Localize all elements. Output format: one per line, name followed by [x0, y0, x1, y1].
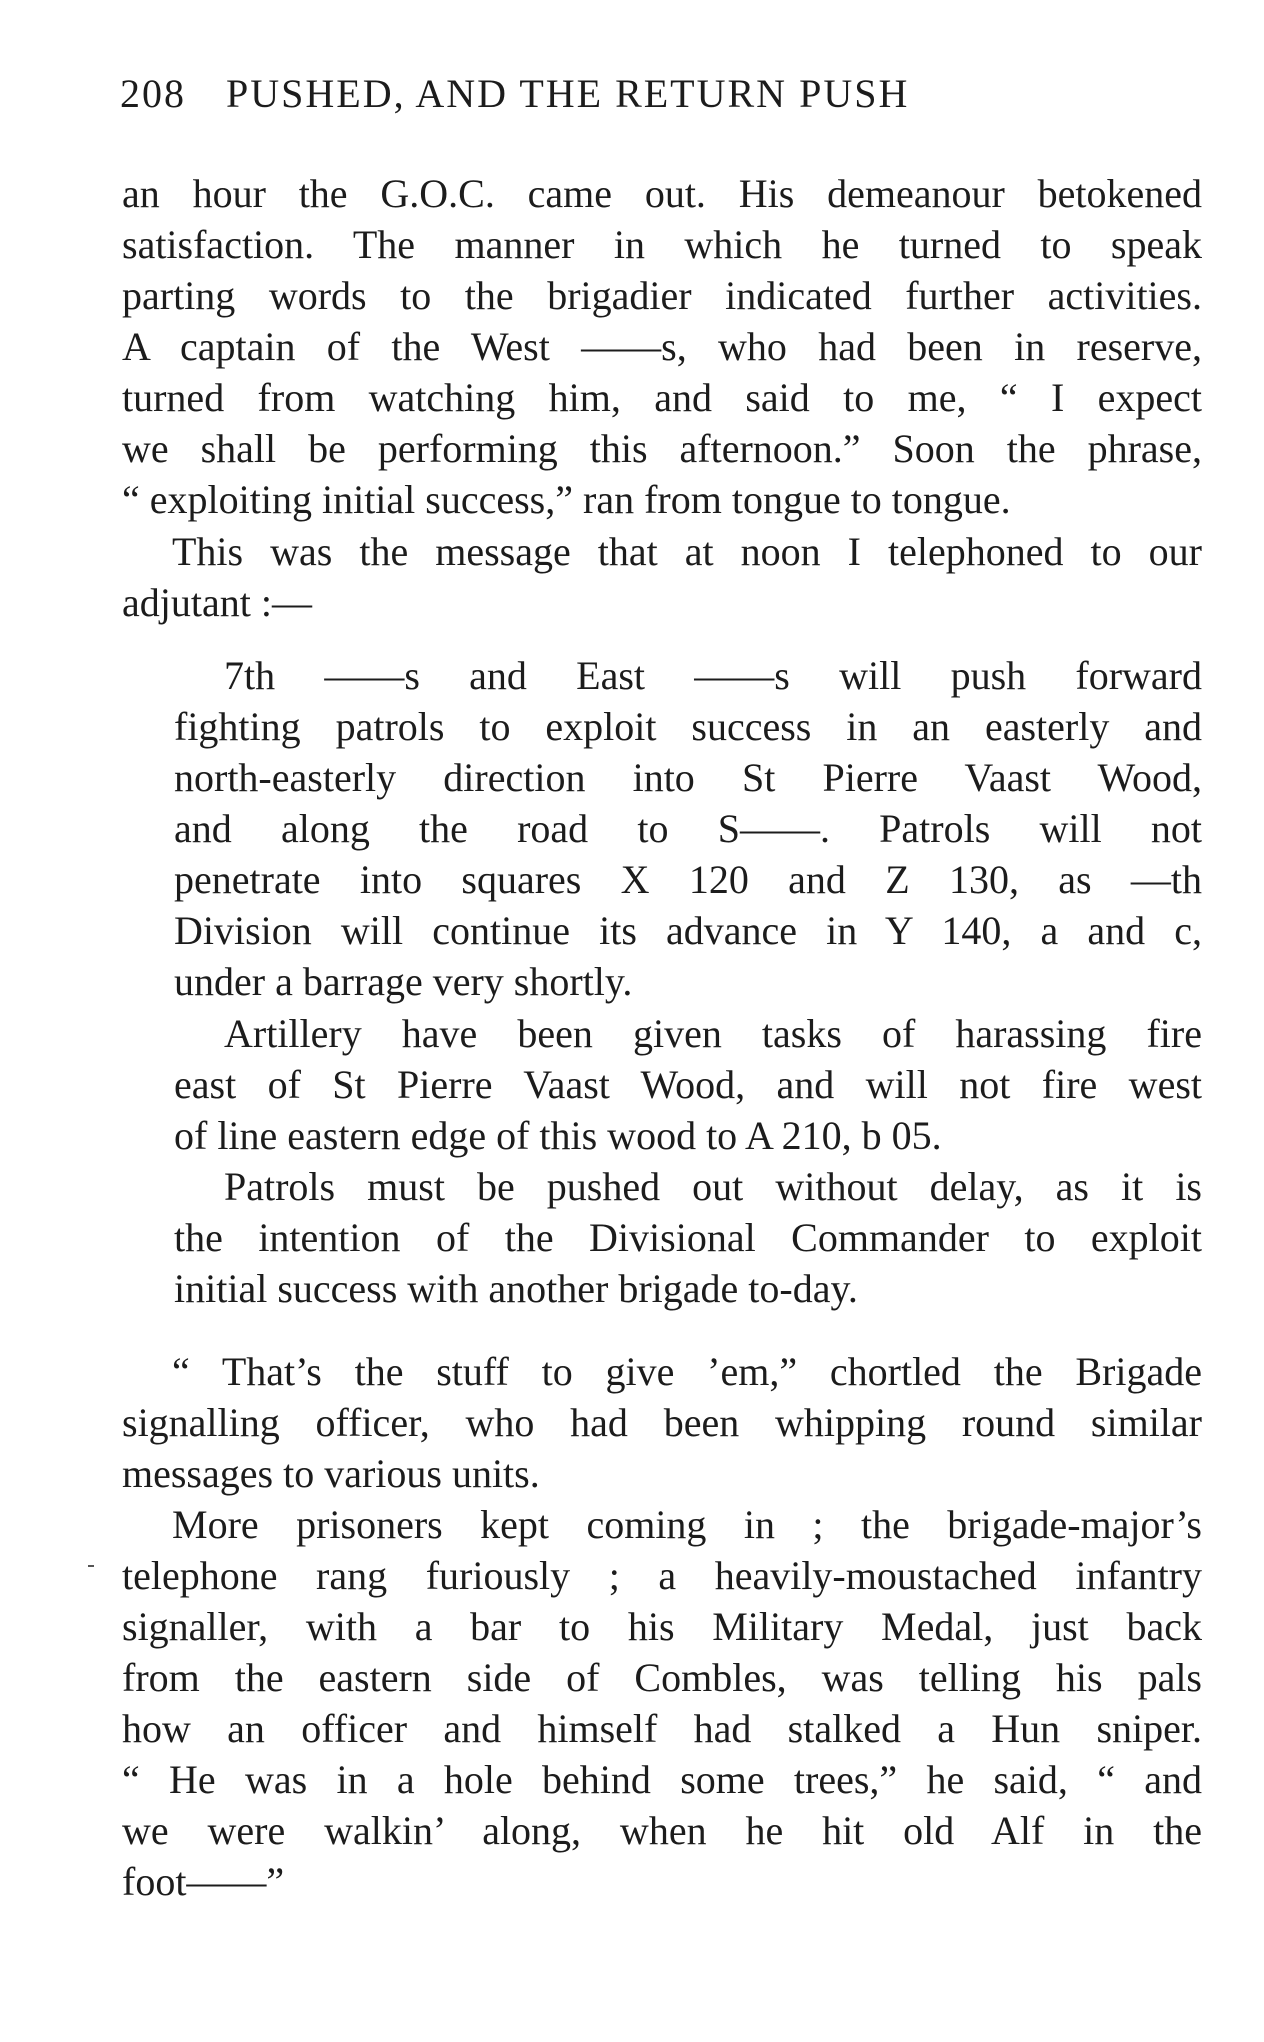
- margin-mark: [88, 1565, 94, 1567]
- running-header: [120, 70, 1120, 120]
- text-line: initial success with another brigade to-day.: [174, 1266, 858, 1311]
- text-line: fighting patrols to exploit success in an easterly and: [174, 704, 1202, 749]
- quoted-message-paragraph: [174, 1008, 1202, 1161]
- text-line: how an officer and himself had stalked a Hun sniper.: [122, 1706, 1202, 1751]
- paragraph: [122, 1346, 1202, 1499]
- text-line: east of St Pierre Vaast Wood, and will not fire west: [174, 1062, 1202, 1107]
- text-line: under a barrage very shortly.: [174, 959, 633, 1004]
- text-line: “ That’s the stuff to give ’em,” chortled the Brigade: [172, 1349, 1202, 1394]
- text-line: adjutant :—: [122, 580, 312, 625]
- text-line: This was the message that at noon I telephoned to our: [172, 529, 1202, 574]
- quoted-message-paragraph: [174, 650, 1202, 1007]
- text-line: Artillery have been given tasks of harassing fire: [224, 1011, 1202, 1056]
- text-line: “ He was in a hole behind some trees,” he said, “ and: [122, 1757, 1202, 1802]
- text-line: messages to various units.: [122, 1451, 540, 1496]
- text-line: we were walkin’ along, when he hit old Alf in the: [122, 1808, 1202, 1853]
- text-line: More prisoners kept coming in ; the brigade-major’s: [172, 1502, 1202, 1547]
- text-line: signalling officer, who had been whipping round similar: [122, 1400, 1202, 1445]
- text-line: an hour the G.O.C. came out. His demeanour betokened: [122, 171, 1202, 216]
- text-line: “ exploiting initial success,” ran from tongue to tongue.: [122, 477, 1011, 522]
- text-line: and along the road to S——. Patrols will not: [174, 806, 1202, 851]
- text-line: penetrate into squares X 120 and Z 130, as —th: [174, 857, 1202, 902]
- text-line: Division will continue its advance in Y 140, a and c,: [174, 908, 1202, 953]
- text-line: of line eastern edge of this wood to A 210, b 05.: [174, 1113, 942, 1158]
- running-title: PUSHED, AND THE RETURN PUSH: [226, 71, 910, 116]
- text-line: north-easterly direction into St Pierre Vaast Wood,: [174, 755, 1202, 800]
- text-line: foot——”: [122, 1859, 285, 1904]
- text-line: turned from watching him, and said to me, “ I expect: [122, 375, 1202, 420]
- text-line: from the eastern side of Combles, was telling his pals: [122, 1655, 1202, 1700]
- text-line: A captain of the West ——s, who had been in reserve,: [122, 324, 1202, 369]
- page-number: 208: [120, 71, 186, 116]
- text-line: Patrols must be pushed out without delay, as it is: [224, 1164, 1202, 1209]
- paragraph: [122, 1499, 1202, 1907]
- text-line: 7th ——s and East ——s will push forward: [224, 653, 1202, 698]
- text-line: telephone rang furiously ; a heavily-moustached infantry: [122, 1553, 1202, 1598]
- text-line: signaller, with a bar to his Military Medal, just back: [122, 1604, 1202, 1649]
- text-line: parting words to the brigadier indicated further activities.: [122, 273, 1202, 318]
- text-line: we shall be performing this afternoon.” Soon the phrase,: [122, 426, 1202, 471]
- paragraph-continued: [122, 168, 1202, 525]
- paragraph-message-intro: [122, 526, 1202, 628]
- text-line: the intention of the Divisional Commander to exploit: [174, 1215, 1202, 1260]
- quoted-message-paragraph: [174, 1161, 1202, 1314]
- text-line: satisfaction. The manner in which he turned to speak: [122, 222, 1202, 267]
